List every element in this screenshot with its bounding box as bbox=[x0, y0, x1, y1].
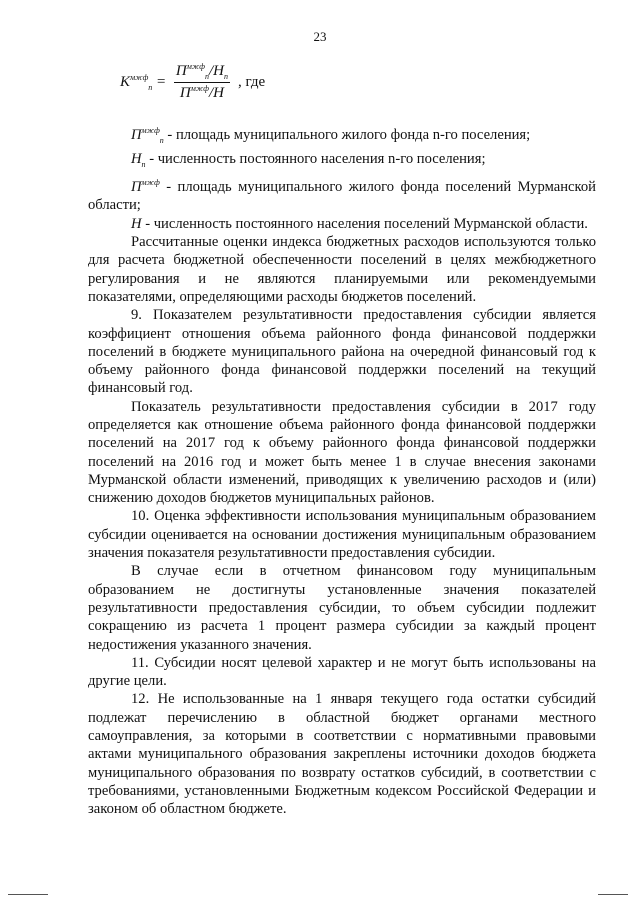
footer-rule-right bbox=[598, 894, 628, 895]
definition-1: $П^{мжф}_п$ - площадь муниципального жилого фонда n-го поселения; bbox=[131, 126, 531, 145]
formula-numerator: $П^{мжф}_п/H_п$ bbox=[175, 62, 228, 81]
definition-2: $H_п$ - численность постоянного населения n-го поселения; bbox=[131, 151, 486, 169]
footer-rule-left bbox=[8, 894, 48, 895]
paragraph-9: 9. Показателем результативности предоставления субсидии является коэффициент отношения объема районного фонда финансовой поддержки поселений в бюджете муниципального района на очередной финансовый год к объему районного фонда финансовой поддержки поселений на текущий финансовый год. bbox=[88, 307, 596, 397]
definition-3: $П^{мжф}$ - площадь муниципального жилого фонда поселений Мурманской области; bbox=[88, 178, 596, 214]
formula-lhs: $K^{мжф}_п$ bbox=[120, 72, 153, 92]
formula-fraction bbox=[174, 62, 230, 102]
formula-denominator: $П^{мжф}/H$ bbox=[179, 84, 224, 101]
paragraph-2017-indicator: Показатель результативности предоставления субсидии в 2017 году определяется как отношение объема районного фонда финансовой поддержки поселений на 2017 год к объему районного фонда финансовой поддержки поселений на 2016 год и может быть менее 1 в случае внесения законами Мурманской области изменений, приводящих к увеличению расходов и (или) снижению доходов бюджетов муниципальных районов. bbox=[88, 398, 596, 507]
paragraph-reduction: В случае если в отчетном финансовом году муниципальным образованием не достигнуты установленные значения показателей результативности предоставления субсидии, то объем субсидии подлежит сокращению из расчета 1 процент размера субсидии за каждый процент недостижения указанного значения. bbox=[88, 563, 596, 653]
paragraph-12: 12. Не использованные на 1 января текущего года остатки субсидий подлежат перечислению в областной бюджет органами местного самоуправления, за которыми в соответствии с нормативными правовыми актами муниципального образования закреплены источники доходов бюджета муниципального образования по возврату остатков субсидий, в соответствии с требованиями, установленными Бюджетным кодексом Российской Федерации и законом об областном бюджете. bbox=[88, 691, 596, 818]
paragraph-10: 10. Оценка эффективности использования муниципальным образованием субсидии оценивается на основании достижения муниципальным образованием значения показателя результативности предоставления субсидии. bbox=[88, 508, 596, 562]
equals-sign: = bbox=[152, 73, 170, 90]
formula bbox=[120, 62, 265, 102]
definition-4: H - численность постоянного населения поселений Мурманской области. bbox=[131, 215, 588, 232]
paragraph-11: 11. Субсидии носят целевой характер и не могут быть использованы на другие цели. bbox=[88, 654, 596, 690]
formula-where: , где bbox=[237, 73, 266, 90]
document-body bbox=[88, 122, 596, 819]
paragraph-estimates: Рассчитанные оценки индекса бюджетных расходов используются только для расчета бюджетной обеспеченности поселений в целях межбюджетного регулирования и не являются планируемыми или рекомендуемыми показателями, определяющими расходы бюджетов поселений. bbox=[88, 234, 596, 305]
page-number: 23 bbox=[313, 29, 327, 44]
